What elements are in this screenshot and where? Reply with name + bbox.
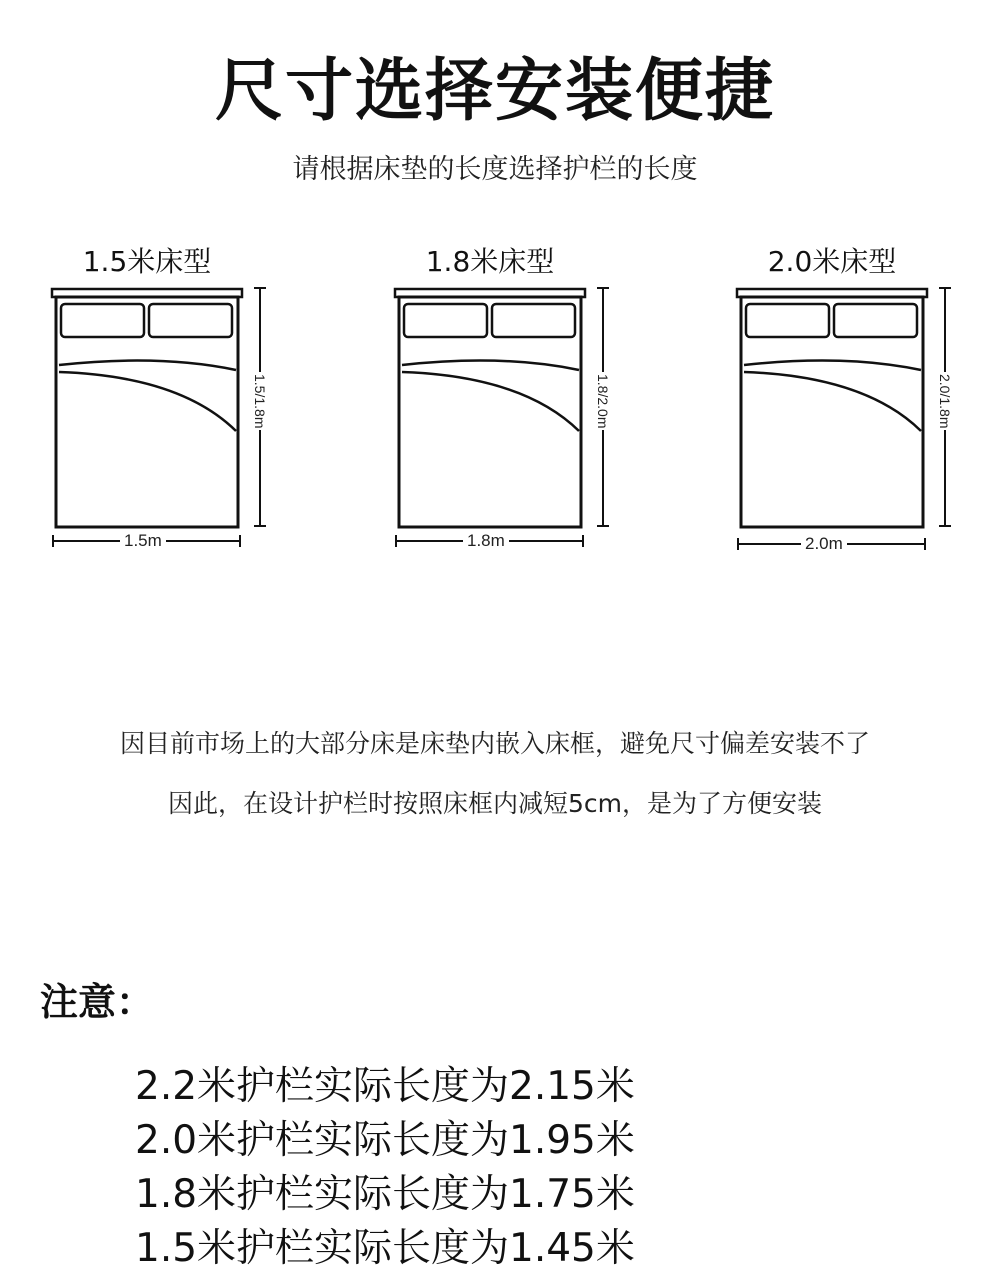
width-dimension-label: 2.0m — [801, 534, 847, 554]
bed-drawing — [393, 244, 653, 584]
pillow-left — [746, 304, 829, 337]
explanation-line-1: 因目前市场上的大部分床是床垫内嵌入床框，避免尺寸偏差安装不了 — [119, 729, 870, 758]
bed-type-label: 1.8米床型 — [425, 245, 555, 278]
bed-diagram-3 — [735, 244, 990, 584]
bed-diagram-2 — [393, 244, 653, 584]
pillow-right — [834, 304, 917, 337]
pillow-left — [61, 304, 144, 337]
notice-item: 1.5米护栏实际长度为1.45米 — [135, 1226, 635, 1271]
bed-diagram-1 — [50, 244, 310, 584]
pillow-right — [492, 304, 575, 337]
bed-type-label: 2.0米床型 — [767, 245, 897, 278]
notice-item: 2.2米护栏实际长度为2.15米 — [135, 1064, 635, 1109]
pillow-right — [149, 304, 232, 337]
explanation-line-2: 因此，在设计护栏时按照床框内减短5cm，是为了方便安装 — [167, 789, 822, 818]
length-dimension-label: 2.0/1.8m — [937, 374, 953, 429]
length-dimension-label: 1.5/1.8m — [252, 374, 268, 429]
page-title: 尺寸选择安装便捷 — [214, 52, 775, 131]
notice-heading: 注意： — [40, 980, 155, 1024]
bed-drawing — [50, 244, 310, 584]
notice-item: 1.8米护栏实际长度为1.75米 — [135, 1172, 635, 1217]
bed-type-label: 1.5米床型 — [82, 245, 212, 278]
length-dimension-label: 1.8/2.0m — [595, 374, 611, 429]
pillow-left — [404, 304, 487, 337]
width-dimension-label: 1.5m — [120, 531, 166, 551]
width-dimension-label: 1.8m — [463, 531, 509, 551]
notice-list — [135, 1060, 635, 1276]
page-subtitle: 请根据床垫的长度选择护栏的长度 — [292, 154, 698, 185]
notice-item: 2.0米护栏实际长度为1.95米 — [135, 1118, 635, 1163]
